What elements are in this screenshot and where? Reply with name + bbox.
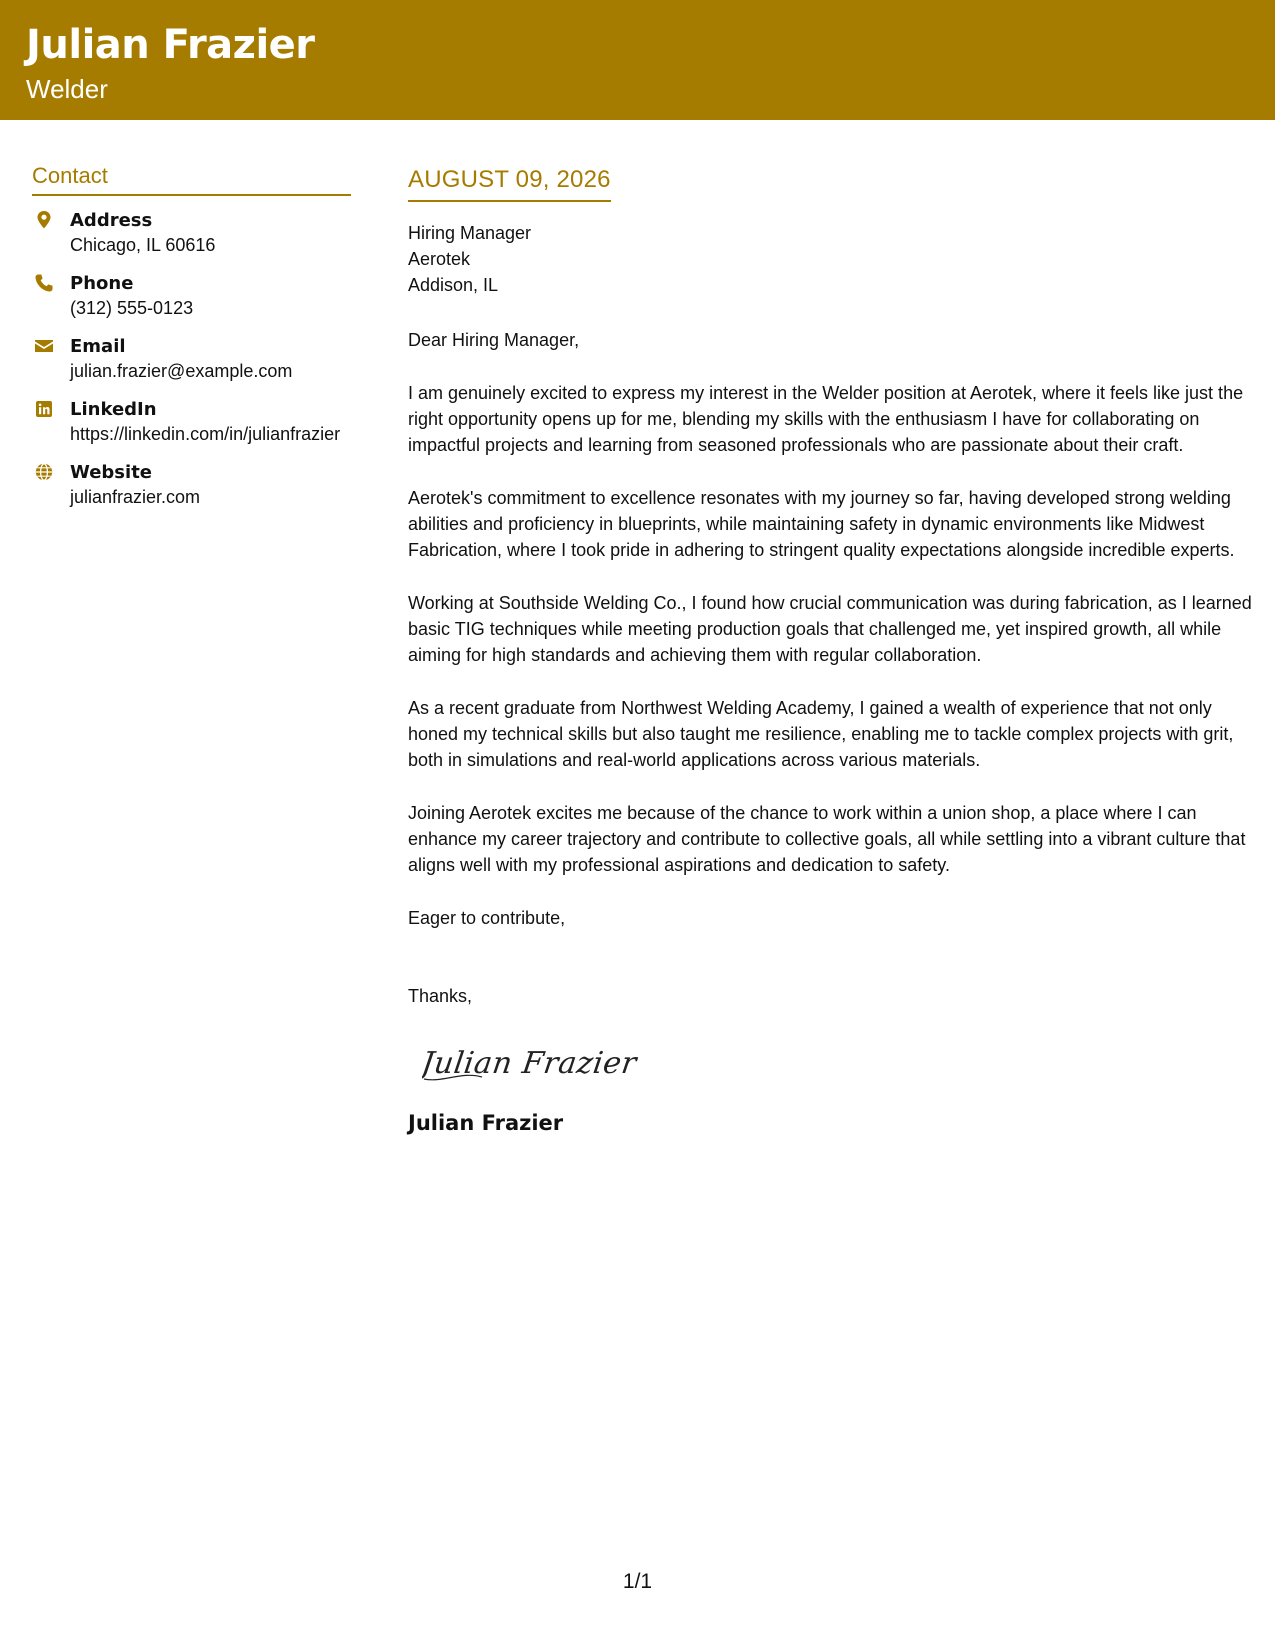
page-number: 1/1	[622, 1570, 653, 1593]
contact-value: julianfrazier.com	[70, 487, 201, 507]
contact-label: Email	[70, 336, 126, 357]
recipient-name: Hiring Manager	[408, 223, 532, 243]
contact-label: LinkedIn	[70, 399, 157, 420]
letter-thanks: Thanks,	[408, 986, 473, 1006]
linkedin-icon	[34, 399, 54, 419]
globe-icon	[34, 462, 54, 482]
letter-closing: Eager to contribute,	[408, 908, 566, 928]
svg-text:Julian Frazier: Julian Frazier	[422, 1046, 639, 1081]
letter-paragraph: I am genuinely excited to express my interest in the Welder position at Aerotek, where it feels like just the right opportunity opens up for me, blending my skills with the enthusiasm I have for collaborating on impactful projects and learning from seasoned professionals who are passionate about their craft.	[408, 383, 1244, 455]
contact-sidebar	[32, 163, 352, 523]
letter-date: AUGUST 09, 2026	[408, 166, 611, 202]
map-pin-icon	[34, 210, 54, 230]
letter-body	[408, 166, 1254, 1135]
contact-label: Address	[70, 210, 153, 231]
contact-value: julian.frazier@example.com	[70, 361, 293, 381]
contact-item-address	[32, 208, 352, 258]
contact-value: (312) 555-0123	[70, 298, 194, 318]
letter-paragraph: Aerotek's commitment to excellence resonates with my journey so far, having developed strong welding abilities and proficiency in blueprints, while maintaining safety in dynamic environments like Midwest Fabrication, where I took pride in adhering to stringent quality expectations alongside incredible experts.	[408, 488, 1235, 560]
recipient-location: Addison, IL	[408, 275, 499, 295]
letter-paragraph: Joining Aerotek excites me because of the chance to work within a union shop, a place where I can enhance my career trajectory and contribute to collective goals, all while settling into a vibrant culture that aligns well with my professional aspirations and dedication to safety.	[408, 803, 1246, 875]
contact-item-website	[32, 460, 352, 510]
candidate-role: Welder	[26, 74, 108, 104]
letter-paragraph: As a recent graduate from Northwest Welding Academy, I gained a wealth of experience that not only honed my technical skills but also taught me resilience, enabling me to tackle complex projects with grit, both in simulations and real-world applications across various materials.	[408, 698, 1234, 770]
signer-name: Julian Frazier	[408, 1111, 564, 1135]
header-banner	[0, 0, 1275, 120]
contact-label: Website	[70, 462, 153, 483]
envelope-icon	[34, 336, 54, 356]
letter-paragraph: Working at Southside Welding Co., I found how crucial communication was during fabrication, as I learned basic TIG techniques while meeting production goals that challenged me, yet inspired growth, all while aiming for high standards and achieving them with regular collaboration.	[408, 593, 1252, 665]
recipient-block	[408, 220, 1254, 298]
contact-value: https://linkedin.com/in/julianfrazier	[70, 424, 341, 444]
contact-label: Phone	[70, 273, 134, 294]
recipient-company: Aerotek	[408, 249, 471, 269]
letter-greeting: Dear Hiring Manager,	[408, 330, 580, 350]
contact-list	[32, 208, 352, 510]
contact-value: Chicago, IL 60616	[70, 235, 216, 255]
candidate-name: Julian Frazier	[26, 22, 315, 68]
contact-item-phone	[32, 271, 352, 321]
contact-section-title: Contact	[32, 163, 351, 196]
phone-icon	[34, 273, 54, 293]
contact-item-linkedin	[32, 397, 352, 447]
contact-item-email	[32, 334, 352, 384]
handwritten-signature	[422, 1033, 662, 1089]
